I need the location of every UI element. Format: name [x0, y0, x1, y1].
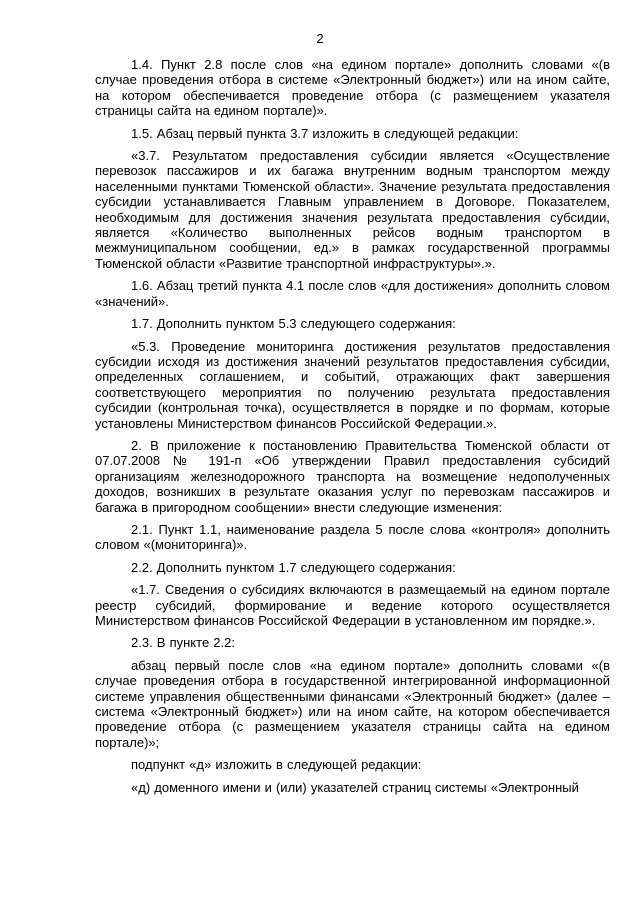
paragraph-2-3: 2.3. В пункте 2.2:	[131, 635, 235, 651]
document-body	[95, 57, 610, 802]
paragraph-1-5: 1.5. Абзац первый пункта 3.7 изложить в следующей редакции:	[131, 125, 519, 141]
paragraph-podpunkt-d: подпункт «д» изложить в следующей редакции:	[131, 757, 422, 773]
paragraph-1-4: 1.4. Пункт 2.8 после слов «на едином портале» дополнить словами «(в случае проведения отбора в системе «Электронный бюджет») или на ином сайте, на котором обеспечивается проведение отбора (с размещением указателя страницы сайта на едином портале)».	[95, 57, 610, 119]
paragraph-3-7-quote: «3.7. Результатом предоставления субсидии является «Осуществление перевозок пассажиров и их багажа внутренним водным транспортом между населенными пунктами Тюменской области». Значение результата предоставления субсидии устанавливается Главным управлением в Договоре. Показателем, необходимым для достижения значения результата предоставления субсидии, является «Количество выполненных рейсов водным транспортом в межмуниципальном сообщении, ед.» в рамках государственной программы Тюменской области «Развитие транспортной инфраструктуры».».	[95, 148, 610, 271]
paragraph-1-6: 1.6. Абзац третий пункта 4.1 после слов «для достижения» дополнить словом «значений».	[95, 278, 610, 309]
page-number: 2	[316, 31, 324, 46]
paragraph-1-7-quote: «1.7. Сведения о субсидиях включаются в размещаемый на едином портале реестр субсидий, формирование и ведение которого осуществляется Министерством финансов Российской Федерации в установленном им порядке.».	[95, 582, 610, 628]
paragraph-2: 2. В приложение к постановлению Правительства Тюменской области от 07.07.2008 № 191-п «Об утверждении Правил предоставления субсидий организациям железнодорожного транспорта на возмещение недополученных доходов, возникших в результате оказания услуг по перевозкам пассажиров и багажа в пригородном сообщении» внести следующие изменения:	[95, 437, 610, 515]
paragraph-2-2: 2.2. Дополнить пунктом 1.7 следующего содержания:	[131, 559, 456, 575]
paragraph-d-quote: «д) доменного имени и (или) указателей страниц системы «Электронный	[131, 779, 579, 795]
paragraph-2-1: 2.1. Пункт 1.1, наименование раздела 5 после слова «контроля» дополнить словом «(мониторинга)».	[95, 521, 610, 553]
paragraph-5-3-quote: «5.3. Проведение мониторинга достижения результатов предоставления субсидии исходя из достижения значений результатов предоставления субсидии, определенных соглашением, и событий, отражающих факт завершения соответствующего мероприятия по получению результата предоставления субсидии (контрольная точка), осуществляется в порядке и по формам, которые установлены Министерством финансов Российской Федерации.».	[95, 338, 610, 431]
paragraph-1-7: 1.7. Дополнить пунктом 5.3 следующего содержания:	[131, 316, 456, 332]
paragraph-abzac-first: абзац первый после слов «на едином портале» дополнить словами «(в случае проведения отбора в государственной интегрированной информационной системе управления общественными финансами «Электронный бюджет» (далее – система «Электронный бюджет») или на ином сайте, на котором обеспечивается проведение отбора (с размещением указателя страницы сайта на едином портале)»;	[95, 657, 610, 750]
